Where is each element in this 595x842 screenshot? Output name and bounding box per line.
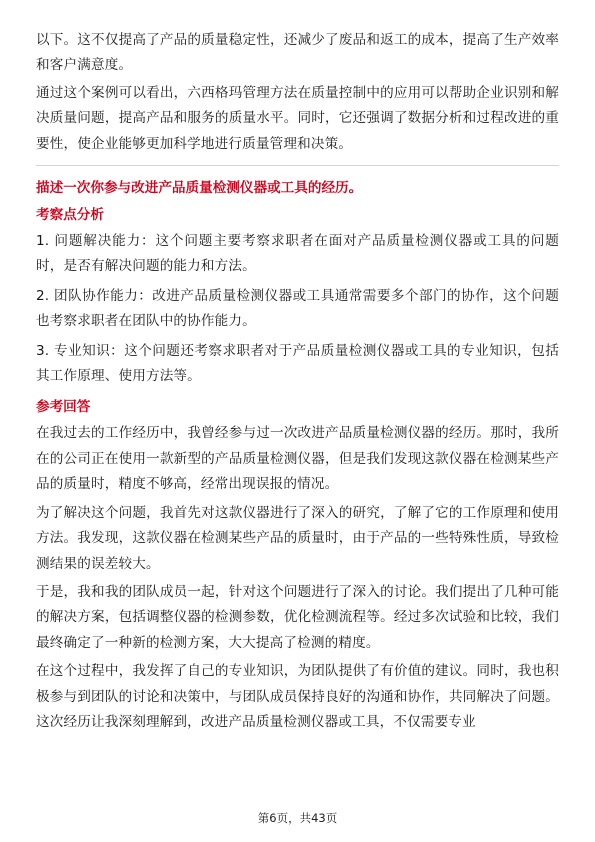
answer-section: [36, 421, 559, 735]
question-heading: 描述一次你参与改进产品质量检测仪器或工具的经历。: [36, 180, 363, 197]
answer-paragraph: 为了解决这个问题，我首先对这款仪器进行了深入的研究，了解了它的工作原理和使用方法。我发现，这款仪器在检测某些产品的质量时，由于产品的一些特殊性质，导致检测结果的误差较大。: [36, 504, 559, 572]
document-page: [36, 28, 559, 738]
analysis-list: [36, 229, 559, 389]
answer-paragraph: 于是，我和我的团队成员一起，针对这个问题进行了深入的讨论。我们提出了几种可能的解决方案，包括调整仪器的检测参数，优化检测流程等。经过多次试验和比较，我们最终确定了一种新的检测方案，大大提高了检测的精度。: [36, 583, 559, 651]
analysis-item: 3. 专业知识：这个问题还考察求职者对于产品质量检测仪器或工具的专业知识，包括其工作原理、使用方法等。: [36, 342, 559, 385]
answer-title: 参考回答: [36, 399, 91, 416]
section-divider: [36, 165, 559, 166]
intro-paragraph: 通过这个案例可以看出，六西格玛管理方法在质量控制中的应用可以帮助企业识别和解决质量问题，提高产品和服务的质量水平。同时，它还强调了数据分析和过程改进的重要性，使企业能够更加科学地进行质量管理和决策。: [36, 84, 559, 152]
answer-paragraph: 在这个过程中，我发挥了自己的专业知识，为团队提供了有价值的建议。同时，我也积极参与到团队的讨论和决策中，与团队成员保持良好的沟通和协作，共同解决了问题。这次经历让我深刻理解到，改进产品质量检测仪器或工具，不仅需要专业: [36, 663, 559, 730]
analysis-title: 考察点分析: [36, 207, 104, 224]
intro-paragraph: 以下。这不仅提高了产品的质量稳定性，还减少了废品和返工的成本，提高了生产效率和客户满意度。: [36, 32, 559, 74]
intro-section: [36, 28, 559, 157]
page-number: 第6页，共43页: [257, 811, 338, 825]
analysis-item: 2. 团队协作能力：改进产品质量检测仪器或工具通常需要多个部门的协作，这个问题也考察求职者在团队中的协作能力。: [36, 287, 559, 330]
answer-paragraph: 在我过去的工作经历中，我曾经参与过一次改进产品质量检测仪器的经历。那时，我所在的公司正在使用一款新型的产品质量检测仪器，但是我们发现这款仪器在检测某些产品的质量时，精度不够高，经常出现误报的情况。: [36, 425, 559, 493]
analysis-item: 1. 问题解决能力：这个问题主要考察求职者在面对产品质量检测仪器或工具的问题时，是否有解决问题的能力和方法。: [36, 233, 559, 275]
